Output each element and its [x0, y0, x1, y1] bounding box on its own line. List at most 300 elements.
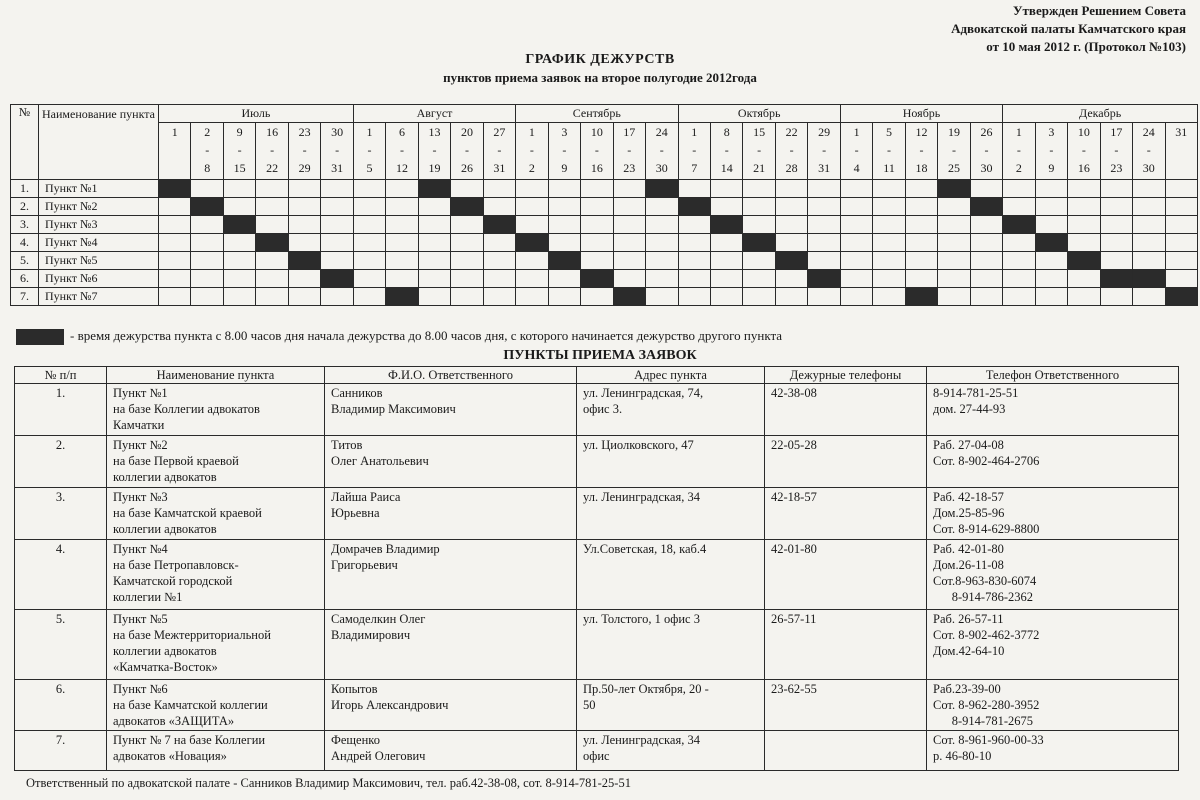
points-table — [14, 366, 1179, 771]
person-line: Андрей Олегович — [331, 749, 426, 763]
point-name: Пункт №4 — [39, 234, 159, 252]
schedule-cell — [256, 180, 288, 198]
period-line: - — [659, 143, 664, 157]
period-line: 16 — [1077, 161, 1090, 175]
schedule-cell — [1035, 252, 1067, 270]
period-line: 10 — [590, 125, 603, 139]
row-num: 6. — [15, 680, 107, 731]
period-line: 15 — [753, 125, 766, 139]
schedule-cell — [775, 270, 807, 288]
schedule-cell — [710, 252, 742, 270]
schedule-cell — [646, 288, 678, 306]
cell-address — [577, 436, 765, 488]
schedule-cell — [1003, 252, 1035, 270]
schedule-cell — [873, 198, 905, 216]
schedule-cell — [548, 216, 580, 234]
schedule-cell — [1068, 234, 1100, 252]
schedule-row — [11, 270, 1198, 288]
schedule-cell — [775, 288, 807, 306]
period-line: 9 — [236, 125, 243, 139]
duty-cell — [451, 198, 483, 216]
period-line: 11 — [883, 161, 895, 175]
schedule-cell — [775, 234, 807, 252]
period-line: 15 — [233, 161, 246, 175]
period-line: - — [529, 143, 534, 157]
duty-cell — [1035, 234, 1067, 252]
schedule-cell — [483, 288, 515, 306]
period-line: - — [302, 143, 307, 157]
schedule-cell — [581, 198, 613, 216]
cell-person — [325, 680, 577, 731]
schedule-cell — [1068, 198, 1100, 216]
phones-line: Раб. 26-57-11 — [933, 612, 1004, 626]
schedule-cell — [905, 180, 937, 198]
period-header — [516, 123, 548, 180]
period-header — [613, 123, 645, 180]
period-line: - — [627, 143, 632, 157]
schedule-cell — [159, 270, 191, 288]
schedule-cell — [223, 198, 255, 216]
schedule-cell — [613, 180, 645, 198]
month-header: Декабрь — [1003, 105, 1198, 123]
schedule-cell — [808, 252, 840, 270]
schedule-cell — [1165, 198, 1197, 216]
period-line: - — [400, 143, 405, 157]
points-col-header: № п/п — [15, 367, 107, 384]
period-line: - — [951, 143, 956, 157]
schedule-cell — [418, 234, 450, 252]
period-header — [1165, 123, 1197, 180]
schedule-cell — [1100, 180, 1132, 198]
duty-cell — [288, 252, 320, 270]
point-num: 2. — [11, 198, 39, 216]
schedule-cell — [353, 252, 385, 270]
period-line: 14 — [720, 161, 733, 175]
duty-cell — [223, 216, 255, 234]
period-line: - — [1146, 143, 1151, 157]
point-num: 3. — [11, 216, 39, 234]
schedule-cell — [678, 180, 710, 198]
schedule-cell — [710, 288, 742, 306]
schedule-cell — [1035, 180, 1067, 198]
schedule-cell — [1133, 180, 1165, 198]
period-header — [483, 123, 515, 180]
period-line: 7 — [691, 161, 698, 175]
period-line: 1 — [1015, 125, 1022, 139]
duty-phone-line: 26-57-11 — [771, 612, 817, 626]
period-line: - — [854, 143, 859, 157]
schedule-cell — [808, 180, 840, 198]
points-row — [15, 680, 1179, 731]
schedule-cell — [548, 198, 580, 216]
month-header: Ноябрь — [840, 105, 1002, 123]
period-header — [321, 123, 353, 180]
schedule-cell — [710, 234, 742, 252]
schedule-cell — [159, 252, 191, 270]
period-line: 17 — [623, 125, 636, 139]
period-line: - — [237, 143, 242, 157]
phones-line: Раб.23-39-00 — [933, 682, 1001, 696]
schedule-cell — [516, 270, 548, 288]
schedule-cell — [1133, 216, 1165, 234]
schedule-cell — [321, 198, 353, 216]
schedule-cell — [970, 180, 1002, 198]
schedule-cell — [288, 180, 320, 198]
period-line: 1 — [691, 125, 698, 139]
duty-cell — [1133, 270, 1165, 288]
point-name: Пункт №3 — [39, 216, 159, 234]
period-line: 1 — [171, 125, 178, 139]
points-row — [15, 384, 1179, 436]
duty-cell — [743, 234, 775, 252]
schedule-cell — [321, 216, 353, 234]
duty-cell — [646, 180, 678, 198]
phones-line: р. 46-80-10 — [933, 749, 992, 763]
schedule-cell — [288, 234, 320, 252]
period-line: 31 — [331, 161, 344, 175]
duty-cell — [1068, 252, 1100, 270]
schedule-cell — [451, 288, 483, 306]
schedule-cell — [905, 216, 937, 234]
duty-phone-line: 42-01-80 — [771, 542, 817, 556]
name-line: Пункт №3 — [113, 490, 168, 504]
col-header-num: № — [11, 105, 39, 180]
schedule-cell — [516, 288, 548, 306]
schedule-cell — [256, 288, 288, 306]
schedule-cell — [1100, 252, 1132, 270]
schedule-cell — [646, 234, 678, 252]
points-title: ПУНКТЫ ПРИЕМА ЗАЯВОК — [503, 348, 697, 363]
points-col-header: Наименование пункта — [107, 367, 325, 384]
cell-person — [325, 384, 577, 436]
schedule-cell — [840, 288, 872, 306]
schedule-cell — [646, 216, 678, 234]
schedule-cell — [321, 234, 353, 252]
schedule-cell — [840, 270, 872, 288]
approval-line-3: от 10 мая 2012 г. (Протокол №103) — [986, 39, 1186, 54]
cell-phones — [927, 540, 1179, 610]
duty-cell — [1100, 270, 1132, 288]
duty-cell — [256, 234, 288, 252]
schedule-cell — [353, 216, 385, 234]
duty-cell — [938, 180, 970, 198]
schedule-row — [11, 198, 1198, 216]
period-header — [938, 123, 970, 180]
schedule-cell — [483, 270, 515, 288]
period-line: - — [1016, 143, 1021, 157]
duty-cell — [775, 252, 807, 270]
approval-line-1: Утвержден Решением Совета — [1013, 3, 1186, 18]
phones-line: дом. 27-44-93 — [933, 402, 1006, 416]
period-line: 27 — [493, 125, 506, 139]
address-line: ул. Ленинградская, 74, — [583, 386, 704, 400]
cell-duty-phone — [765, 680, 927, 731]
cell-address — [577, 540, 765, 610]
schedule-cell — [386, 270, 418, 288]
schedule-cell — [970, 252, 1002, 270]
period-line: 19 — [428, 161, 441, 175]
schedule-cell — [451, 216, 483, 234]
points-row — [15, 610, 1179, 680]
schedule-cell — [1100, 216, 1132, 234]
period-line: - — [335, 143, 340, 157]
period-line: 25 — [947, 161, 960, 175]
cell-phones — [927, 610, 1179, 680]
schedule-cell — [548, 270, 580, 288]
name-line: на базе Камчатской коллегии — [113, 698, 268, 712]
schedule-cell — [743, 252, 775, 270]
duty-phone-line: 42-18-57 — [771, 490, 817, 504]
period-line: 17 — [1110, 125, 1123, 139]
duty-cell — [548, 252, 580, 270]
period-line: 2 — [1015, 161, 1022, 175]
name-line: Пункт №2 — [113, 438, 168, 452]
schedule-cell — [451, 234, 483, 252]
row-num: 2. — [15, 436, 107, 488]
cell-name — [107, 384, 325, 436]
schedule-cell — [256, 216, 288, 234]
name-line: коллегии №1 — [113, 590, 183, 604]
schedule-cell — [1165, 234, 1197, 252]
row-num: 5. — [15, 610, 107, 680]
period-header — [873, 123, 905, 180]
schedule-cell — [1133, 252, 1165, 270]
period-line: 21 — [753, 161, 766, 175]
schedule-cell — [548, 288, 580, 306]
schedule-cell — [483, 234, 515, 252]
period-line: 31 — [818, 161, 831, 175]
period-line: 9 — [1048, 161, 1055, 175]
points-col-header: Адрес пункта — [577, 367, 765, 384]
schedule-cell — [483, 252, 515, 270]
name-line: Пункт №1 — [113, 386, 168, 400]
period-header — [646, 123, 678, 180]
cell-person — [325, 731, 577, 771]
schedule-cell — [483, 180, 515, 198]
schedule-cell — [840, 252, 872, 270]
cell-person — [325, 540, 577, 610]
schedule-cell — [646, 252, 678, 270]
schedule-cell — [191, 234, 223, 252]
schedule-cell — [613, 216, 645, 234]
schedule-cell — [581, 216, 613, 234]
schedule-cell — [1003, 270, 1035, 288]
period-line: 19 — [947, 125, 960, 139]
cell-phones — [927, 436, 1179, 488]
period-header — [451, 123, 483, 180]
duty-schedule-table — [10, 104, 1198, 306]
schedule-cell — [775, 216, 807, 234]
schedule-cell — [386, 180, 418, 198]
period-header — [970, 123, 1002, 180]
schedule-cell — [775, 198, 807, 216]
schedule-cell — [386, 198, 418, 216]
schedule-cell — [613, 234, 645, 252]
period-header — [808, 123, 840, 180]
period-line: - — [984, 143, 989, 157]
schedule-cell — [191, 180, 223, 198]
period-line: - — [205, 143, 210, 157]
period-header — [743, 123, 775, 180]
period-line: 1 — [853, 125, 860, 139]
schedule-cell — [873, 234, 905, 252]
point-num: 5. — [11, 252, 39, 270]
period-line: - — [692, 143, 697, 157]
period-line: - — [789, 143, 794, 157]
person-line: Фещенко — [331, 733, 380, 747]
points-row — [15, 436, 1179, 488]
period-line: 8 — [723, 125, 730, 139]
period-line: 30 — [1142, 161, 1155, 175]
schedule-cell — [516, 198, 548, 216]
schedule-cell — [1068, 270, 1100, 288]
period-line: 22 — [785, 125, 798, 139]
month-header: Сентябрь — [516, 105, 678, 123]
duty-cell — [678, 198, 710, 216]
period-line: 24 — [655, 125, 668, 139]
cell-address — [577, 731, 765, 771]
phones-line: Сот.8-963-830-6074 — [933, 574, 1037, 588]
phones-line: Сот. 8-914-629-8800 — [933, 522, 1040, 536]
period-line: 26 — [980, 125, 993, 139]
cell-person — [325, 488, 577, 540]
schedule-cell — [873, 270, 905, 288]
schedule-cell — [159, 288, 191, 306]
duty-cell — [808, 270, 840, 288]
period-line: - — [757, 143, 762, 157]
period-line: - — [887, 143, 892, 157]
row-num: 4. — [15, 540, 107, 610]
schedule-cell — [905, 252, 937, 270]
phones-line: Сот. 8-962-280-3952 — [933, 698, 1040, 712]
duty-cell — [516, 234, 548, 252]
point-num: 6. — [11, 270, 39, 288]
period-line: 18 — [915, 161, 928, 175]
schedule-cell — [873, 216, 905, 234]
name-line: Пункт №6 — [113, 682, 168, 696]
period-line: 24 — [1142, 125, 1155, 139]
person-line: Санников — [331, 386, 383, 400]
cell-duty-phone — [765, 610, 927, 680]
schedule-cell — [1100, 288, 1132, 306]
schedule-cell — [321, 288, 353, 306]
period-header — [159, 123, 191, 180]
schedule-cell — [938, 198, 970, 216]
person-line: Домрачев Владимир — [331, 542, 440, 556]
period-line: - — [432, 143, 437, 157]
schedule-cell — [905, 198, 937, 216]
schedule-row — [11, 234, 1198, 252]
schedule-cell — [938, 216, 970, 234]
schedule-cell — [191, 252, 223, 270]
approval-stamp — [951, 2, 1186, 56]
duty-cell — [905, 288, 937, 306]
schedule-cell — [808, 216, 840, 234]
name-line: Пункт №4 — [113, 542, 168, 556]
period-line: 28 — [785, 161, 798, 175]
schedule-cell — [516, 252, 548, 270]
schedule-cell — [223, 234, 255, 252]
cell-phones — [927, 731, 1179, 771]
period-line: 8 — [204, 161, 211, 175]
period-line: - — [1049, 143, 1054, 157]
person-line: Лайша Раиса — [331, 490, 401, 504]
schedule-cell — [938, 252, 970, 270]
period-line: 23 — [1110, 161, 1123, 175]
period-line: 13 — [428, 125, 441, 139]
duty-cell — [191, 198, 223, 216]
schedule-cell — [970, 270, 1002, 288]
cell-duty-phone — [765, 731, 927, 771]
period-line: 29 — [298, 161, 311, 175]
period-line: 5 — [886, 125, 893, 139]
period-header — [256, 123, 288, 180]
name-line: Пункт № 7 на базе Коллегии — [113, 733, 266, 747]
phones-line: 8-914-786-2362 — [933, 590, 1033, 604]
cell-name — [107, 610, 325, 680]
schedule-cell — [938, 234, 970, 252]
schedule-cell — [1068, 180, 1100, 198]
schedule-cell — [223, 288, 255, 306]
period-line: 3 — [561, 125, 568, 139]
duty-cell — [321, 270, 353, 288]
schedule-cell — [223, 270, 255, 288]
schedule-cell — [353, 198, 385, 216]
schedule-cell — [678, 288, 710, 306]
cell-address — [577, 488, 765, 540]
person-line: Титов — [331, 438, 363, 452]
cell-name — [107, 436, 325, 488]
schedule-cell — [418, 270, 450, 288]
name-line: Пункт №5 — [113, 612, 168, 626]
schedule-cell — [1165, 216, 1197, 234]
schedule-cell — [581, 234, 613, 252]
period-line: 6 — [399, 125, 406, 139]
cell-name — [107, 488, 325, 540]
schedule-cell — [581, 288, 613, 306]
schedule-cell — [288, 216, 320, 234]
duty-cell — [1003, 216, 1035, 234]
phones-line: 8-914-781-25-51 — [933, 386, 1019, 400]
month-header: Август — [353, 105, 515, 123]
point-name: Пункт №5 — [39, 252, 159, 270]
name-line: коллегии адвокатов — [113, 644, 217, 658]
schedule-cell — [710, 198, 742, 216]
schedule-cell — [678, 234, 710, 252]
points-col-header: Телефон Ответственного — [927, 367, 1179, 384]
address-line: ул. Циолковского, 47 — [583, 438, 694, 452]
schedule-cell — [288, 270, 320, 288]
cell-phones — [927, 384, 1179, 436]
period-header — [191, 123, 223, 180]
schedule-cell — [223, 180, 255, 198]
schedule-cell — [678, 270, 710, 288]
cell-address — [577, 384, 765, 436]
period-line: 16 — [590, 161, 603, 175]
schedule-cell — [516, 216, 548, 234]
schedule-cell — [451, 270, 483, 288]
schedule-subtitle: пунктов приема заявок на второе полугодие 2012года — [443, 70, 757, 85]
period-header — [386, 123, 418, 180]
point-num: 4. — [11, 234, 39, 252]
schedule-cell — [418, 288, 450, 306]
schedule-cell — [938, 288, 970, 306]
schedule-cell — [840, 198, 872, 216]
period-line: 26 — [460, 161, 473, 175]
points-col-header: Дежурные телефоны — [765, 367, 927, 384]
period-line: 12 — [396, 161, 409, 175]
schedule-cell — [321, 252, 353, 270]
